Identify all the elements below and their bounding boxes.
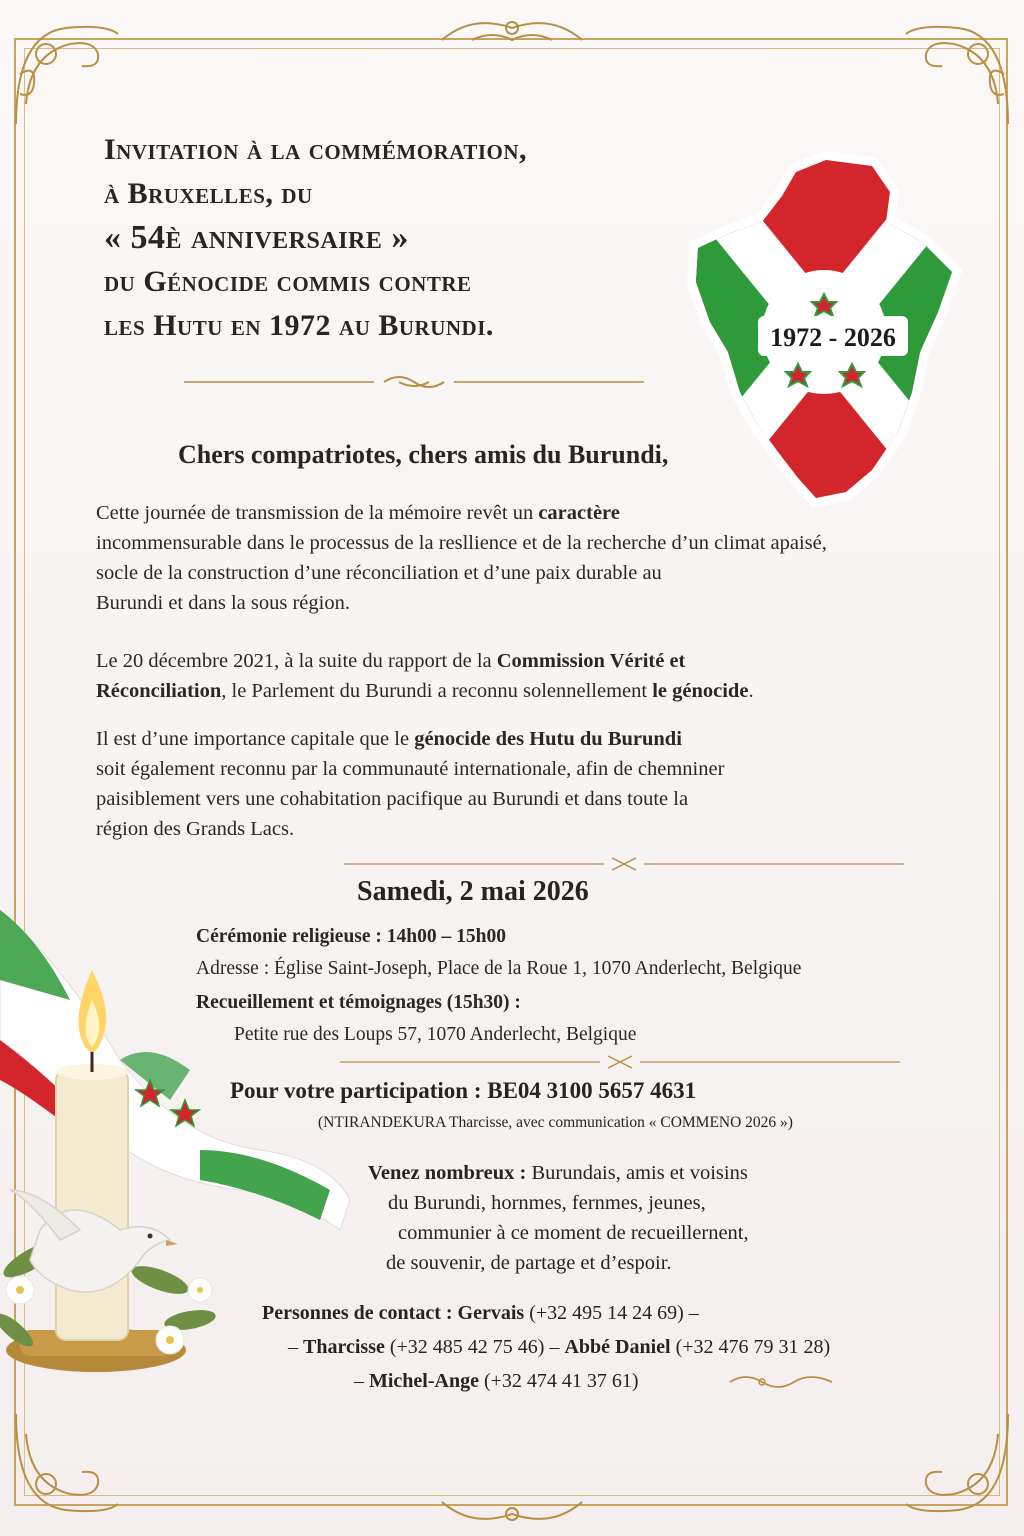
- contact-tharcisse-phone: (+32 485 42 75 46) –: [384, 1336, 565, 1358]
- corner-ornament-top-right: [898, 14, 1018, 134]
- venez-label: Venez nombreux :: [368, 1162, 527, 1184]
- event-date: Samedi, 2 mai 2026: [357, 876, 589, 907]
- p2-line-2: , le Parlement du Burundi a reconnu solennellement: [221, 680, 653, 702]
- venez-line-1: Burundais, amis et voisins: [526, 1162, 748, 1184]
- p2-line-1: Le 20 décembre 2021, à la suite du rapport de la: [96, 650, 497, 672]
- bottom-center-ornament: [432, 1492, 592, 1532]
- p1-line-3: socle de la construction d’une réconciliation et d’une paix durable au: [96, 562, 662, 584]
- section-divider-1: [344, 854, 904, 874]
- top-center-ornament: [432, 10, 592, 50]
- corner-ornament-top-left: [6, 14, 126, 134]
- p3-line-1: Il est d’une importance capitale que le: [96, 728, 415, 750]
- participation-account: Pour votre participation : BE04 3100 5657 4631: [230, 1078, 697, 1103]
- p1-line-2: incommensurable dans le processus de la resllience et de la recherche d’un climat apaisé,: [96, 532, 827, 554]
- p1-line-4: Burundi et dans la sous région.: [96, 592, 350, 614]
- contact-flourish: [726, 1370, 836, 1394]
- title-line-5: les Hutu en 1972 au Burundi.: [104, 309, 494, 342]
- p3-line-1-bold: génocide des Hutu du Burundi: [414, 728, 682, 750]
- greeting-heading: Chers compatriotes, chers amis du Burundi,: [178, 440, 669, 469]
- contact-michel-ange-phone: (+32 474 41 37 61): [478, 1370, 639, 1392]
- section-divider-2: [340, 1052, 900, 1072]
- ceremony-time: Cérémonie religieuse : 14h00 – 15h00: [196, 926, 506, 947]
- paragraph-memory: [96, 498, 976, 618]
- p2-line-2-bold: Réconciliation: [96, 680, 222, 702]
- ceremony-address: Adresse : Église Saint-Joseph, Place de la Roue 1, 1070 Anderlecht, Belgique: [196, 958, 802, 979]
- burundi-flag-map: [676, 152, 972, 516]
- contact-daniel-name: Abbé Daniel: [564, 1336, 671, 1358]
- venez-line-2: du Burundi, hornmes, fernmes, jeunes,: [388, 1192, 706, 1214]
- invitation-title: [104, 128, 664, 348]
- contact-gervais-phone: (+32 495 14 24 69) –: [524, 1302, 699, 1324]
- contact-tharcisse-name: Tharcisse: [303, 1336, 385, 1358]
- p2-line-2-genocide: le génocide: [652, 680, 749, 702]
- p1-line-1-bold: caractère: [538, 502, 620, 524]
- p3-line-3: paisiblement vers une cohabitation pacifique au Burundi et dans toute la: [96, 788, 689, 810]
- title-line-2: à Bruxelles, du: [104, 177, 313, 210]
- contact-dash: –: [288, 1336, 303, 1358]
- title-line-4: du Génocide commis contre: [104, 265, 472, 298]
- contact-gervais-name: Gervais: [457, 1302, 525, 1324]
- corner-ornament-bottom-right: [898, 1404, 1018, 1524]
- title-divider: [184, 370, 644, 394]
- venez-line-3: communier à ce moment de recueillernent,: [398, 1222, 749, 1244]
- p2-line-2-end: .: [748, 680, 754, 702]
- p3-line-4: région des Grands Lacs.: [96, 818, 295, 840]
- contact-michel-ange-name: Michel-Ange: [369, 1370, 479, 1392]
- map-years-label: 1972 - 2026: [770, 323, 896, 352]
- p2-line-1-bold: Commission Vérité et: [496, 650, 686, 672]
- participation-note: (NTIRANDEKURA Tharcisse, avec communication « COMMENO 2026 »): [318, 1114, 793, 1131]
- gathering-address: Petite rue des Loups 57, 1070 Anderlecht, Belgique: [234, 1024, 637, 1045]
- paragraph-recognition: [96, 646, 976, 706]
- contact-daniel-phone: (+32 476 79 31 28): [670, 1336, 831, 1358]
- paragraph-international: [96, 724, 976, 844]
- p1-line-1: Cette journée de transmission de la mémoire revêt un: [96, 502, 539, 524]
- candle-dove-flag-illustration: [0, 900, 370, 1420]
- title-line-1: Invitation à la commémoration,: [104, 133, 528, 166]
- venez-nombreux-block: [368, 1158, 748, 1278]
- contact-dash-2: –: [354, 1370, 369, 1392]
- corner-ornament-bottom-left: [6, 1404, 126, 1524]
- contacts-label: Personnes de contact :: [262, 1302, 453, 1324]
- p3-line-2: soit également reconnu par la communauté internationale, afin de chemniner: [96, 758, 725, 780]
- gathering-time: Recueillement et témoignages (15h30) :: [196, 992, 521, 1013]
- venez-line-4: de souvenir, de partage et d’espoir.: [386, 1252, 672, 1274]
- title-line-3: « 54è anniversaire »: [104, 219, 409, 256]
